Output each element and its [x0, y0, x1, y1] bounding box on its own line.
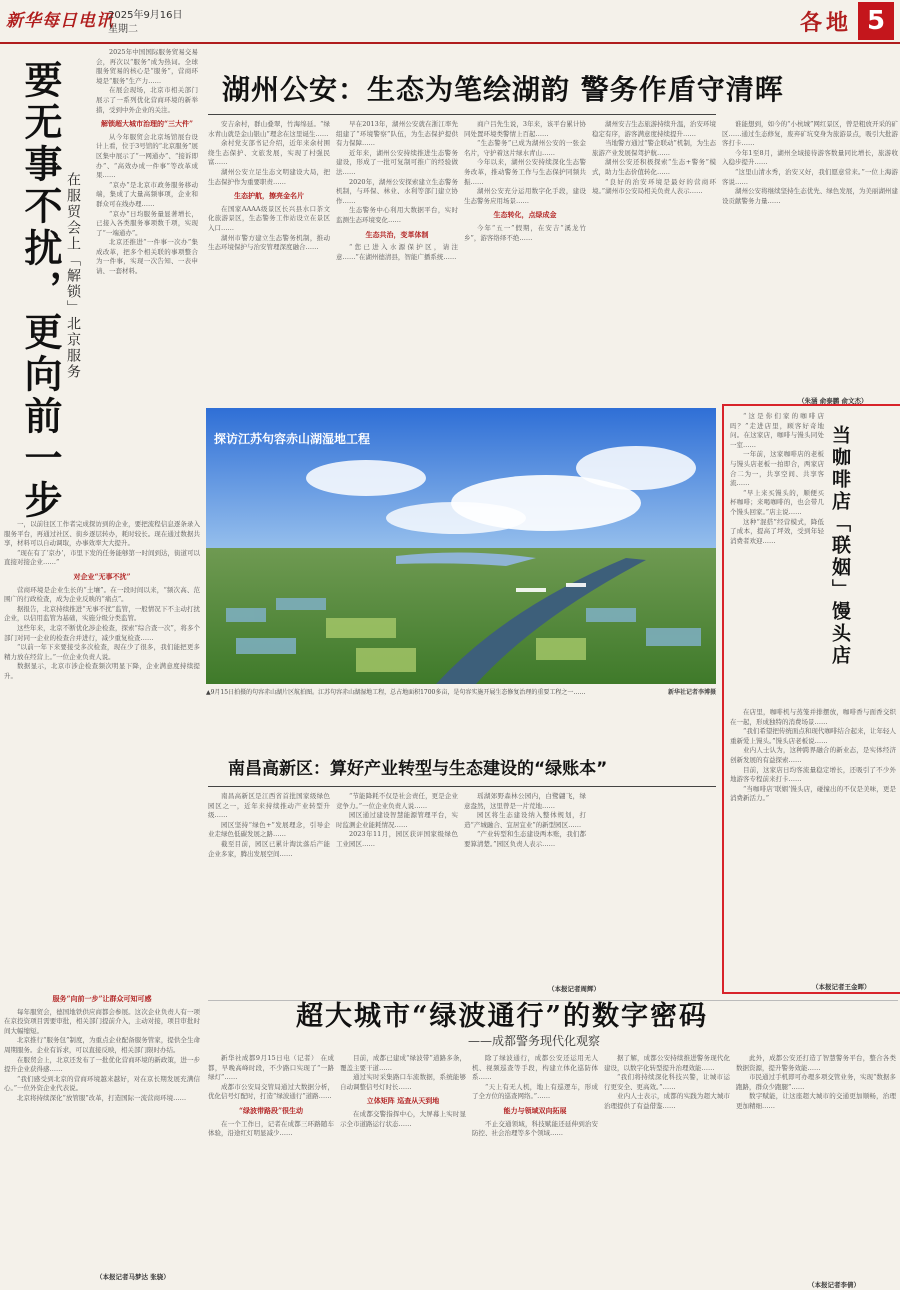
photo-caption [206, 688, 716, 697]
boxed-article-body-bottom: 在店里，咖啡机与蒸笼并排摆放，咖啡香与面香交织在一起，形成独特的消费场景…… “我们希望把传统面点和现代咖啡结合起来，让年轻人重新爱上馒头。”馒头店老板说…… 业内人士认为，这种跨界融合的新业态，是实体经济创新发展的有益探索…… 目前，这家店日均客流量稳定增长，还吸引了不少外地游客专程前来打卡…… “当咖啡店‘联姻’馒头店，碰撞出的不仅是美味，更是消费新活力。” [730, 708, 896, 803]
issue-date: 2025年9月16日 [108, 10, 183, 21]
boxed-article-title: 当咖啡店「联姻」馒头店 [829, 425, 851, 667]
article3-body-col4: 据了解，成都公安持续推进警务现代化建设，以数字化转型提升治理效能…… “我们将持续深化科技兴警，让城市运行更安全、更高效。”…… 业内人士表示，成都的实践为超大城市治理提供了有益借鉴…… [604, 1054, 730, 1110]
left-article-subtitle: 在服贸会上「解锁」北京服务 [65, 172, 81, 380]
article1-headline: 湖州公安：生态为笔绘湖韵 警务作盾守清晖 [222, 73, 784, 106]
page-number-badge: 5 [858, 2, 894, 40]
photo-credit: 新华社记者李博摄 [667, 689, 716, 696]
article3-subhead-3: 能力与领域双向拓展 [503, 1105, 567, 1115]
left-article-body-bottom: 服务“向前一步”让群众可知可感 每年服贸会，德国地铁供应商都会参展。这次企业负责人有一项在京投资项目需要审批，相关部门提前介入，主动对接，项目审批时间大幅缩短。 北京推行“服务包”制度，为重点企业配备服务管家，提供全生命周期服务。企业有诉求，可以直接反映，相关部门限时办结。 在服贸会上，北京还发布了一批优化营商环境的新政策，进一步提升企业获得感…… “我们感受到北京的营商环境越来越好，对在京长期发展充满信心。”一位外资企业代表说。 北京将持续深化“放管服”改革，打造国际一流营商环境…… [4, 994, 200, 1102]
article2-body-col3: 瑶湖郊野森林公园内，白鹭翩飞，绿意盎然，这里曾是一片荒地…… 园区将生态建设纳入整体规划，打造“产城融合、宜居宜业”的新型园区…… “产业转型和生态建设两本账，我们都要算清楚。”园区负责人表示…… [464, 792, 586, 848]
left-subhead-3: 服务“向前一步”让群众可知可感 [52, 994, 152, 1003]
article2-body-col2: “节能降耗不仅是社会责任，更是企业竞争力。”一位企业负责人说…… 园区通过建设智慧能源管理平台，实时监测企业能耗情况…… 2023年11月，园区获评国家级绿色工业园区…… [336, 792, 458, 848]
article1-body-col5: 谁能想到，如今的“小杭城”网红景区，曾是粗放开采的矿区……通过生态修复，废弃矿坑变身为旅游景点，吸引大批游客打卡…… 今年1至8月，湖州全域接待游客数量同比增长，旅游收入稳步提升…… “这里山清水秀，治安又好，我们愿意常来。”一位上海游客说…… 湖州公安将继续坚持生态优先、绿色发展，为美丽湖州建设贡献警务力量…… [722, 120, 898, 205]
article3-subtitle: ——成都警务现代化观察 [468, 1034, 601, 1048]
article3-body-col2: 目前，成都已建成“绿波带”道路多条，覆盖主要干道…… 通过实时采集路口车流数据，系统能够自动调整信号灯时长…… 立体矩阵 巡查从天到地 在成都交警指挥中心，大屏幕上实时显示全市道路运行状态…… [340, 1054, 466, 1128]
left-subhead-1: 解锁超大城市治理的“三大件” [100, 119, 194, 129]
article3-subhead-2: 立体矩阵 巡查从天到地 [366, 1096, 440, 1106]
issue-weekday: 星期二 [108, 24, 138, 35]
newspaper-logo: 新华每日电讯 [6, 11, 114, 31]
article3-headline: 超大城市“绿波通行”的数字密码 [296, 1001, 709, 1032]
article1-credit: （朱涵 俞泰鹏 俞文杰） [798, 397, 868, 405]
article1-rule [208, 114, 716, 115]
article1-subhead-3: 生态转化，点绿成金 [493, 210, 557, 220]
article1-subhead-1: 生态护航，擦亮金名片 [234, 191, 304, 201]
wetland-aerial-image [206, 408, 716, 684]
article3-body-col5: 此外，成都公安还打造了智慧警务平台，整合各类数据资源，提升警务效能…… 市民通过手机即可办理多项交管业务，实现“数据多跑路，群众少跑腿”…… 数字赋能，让这座超大城市的交通更加顺畅，治理更加精细…… [736, 1054, 896, 1110]
article2-headline: 南昌高新区：算好产业转型与生态建设的“绿账本” [228, 759, 608, 779]
masthead [0, 0, 900, 44]
article1-body-col4: 湖州安吉生态旅游持续升温，治安环境稳定有序，游客满意度持续提升…… 当地警方通过“警企联动”机制，为生态旅游产业发展保驾护航…… 湖州公安还积极探索“生态+警务”模式，助力生态价值转化…… “良好的治安环境是最好的营商环境。”湖州市公安局相关负责人表示…… [592, 120, 716, 196]
article3-subhead-1: “绿波带路段”很生动 [238, 1105, 304, 1115]
section-name: 各地 [799, 10, 852, 36]
article3-body-col1: 新华社成都9月15日电（记者） 在成都，早晚高峰时段，不少路口实现了“一路绿灯”…… 成都市公安局交管局通过大数据分析，优化信号灯配时，打造“绿波通行”道路…… “绿波带路段”很生动 在一个工作日，记者在成都三环路随车体验，沿途红灯明显减少…… [208, 1054, 334, 1138]
article1-body-col3: 商户吕先生说，3年来，该平台累计协同处置环境类警情上百起…… “生态警务”已成为湖州公安的一张金名片，守护着这片绿水青山…… 今年以来，湖州公安持续深化生态警务改革，推动警务工作与生态保护同频共振…… 湖州公安充分运用数字化手段，建设生态警务应用场景…… 生态转化，点绿成金 今年“五一”假期，在安吉“溪龙竹乡”，游客络绎不绝…… [464, 120, 586, 242]
aerial-photo [206, 408, 716, 684]
article1-body-col1: 安吉余村，群山叠翠，竹海绵延。“绿水青山就是金山银山”理念在这里诞生…… 余村党支部书记介绍，近年来余村围绕生态保护、文旅发展，实现了村强民富…… 湖州公安立足生态文明建设大局，把生态保护作为重要职责…… 生态护航，擦亮金名片 在国家AAAA级景区长兴县水口茶文化旅游景区，生态警务工作站设立在景区入口…… 湖州市警方建立生态警务机制，推动生态环境保护与治安管理深度融合…… [208, 120, 330, 252]
left-article-credit: （本报记者马梦达 张骁） [96, 1273, 170, 1281]
photo-caption-text: ▲9月15日拍摄的句容赤山湖片区航拍图。江苏句容赤山湖湿地工程，总占地面积1700多亩，是句容实施开展生态修复治理的重要工程之一…… [206, 689, 586, 696]
article3-credit: （本报记者李倩） [808, 1281, 860, 1289]
photo-title-tag: 探访江苏句容赤山湖湿地工程 [214, 432, 371, 446]
left-article-body-top: 2025年中国国际服务贸易交易会，再次以“服务”成为热词。全球服务贸易的核心是“服务”，营商环境是“服务”生产力…… 在展会现场，北京市相关部门展示了一系列优化营商环境的新举措，受到中外企业的关注。 解锁超大城市治理的“三大件” 从今年服贸会北京场馆展台设计上看，位于3号馆的“北京服务”展区集中展示了“一网通办”、“接诉即办”、“高效办成一件事”等改革成果…… “京办”是北京市政务服务移动端，集成了大量高频事项，企业和群众可在线办理…… “京办”日均服务量显著增长，已接入各类服务事项数千项，实现了“一端通办”。 北京还推进“一件事一次办”集成改革，把多个相关联的事项整合为一件事，实现一次告知、一表申请、一套材料。 [96, 48, 198, 276]
left-subhead-2: 对企业“无事不扰” [73, 571, 131, 581]
boxed-article-body-top: “这是你们家的咖啡店吗？”走进店里，顾客好奇地问。在这家店，咖啡与馒头同处一室…… 一年前，这家咖啡店的老板与馒头店老板一拍即合，两家店合二为一，共享空间、共享客流…… “早上来买馒头的，顺便买杯咖啡；来喝咖啡的，也会带几个馒头回家。”店主说…… 这种“混搭”经营模式，降低了成本，提高了坪效，受到年轻消费者欢迎…… [730, 412, 824, 545]
article1-body-col2: 早在2013年，湖州公安就在浙江率先组建了“环境警察”队伍，为生态保护提供有力保障…… 近年来，湖州公安持续推进生态警务建设，形成了一批可复制可推广的经验做法…… 2020年，湖州公安探索建立生态警务机制，与环保、林业、水利等部门建立协作…… 生态警务中心利用大数据平台，实时监测生态环境变化…… 生态共治，变革体制 “您已进入水源保护区，请注意……”在湖州德清县，智能广播系统…… [336, 120, 458, 261]
boxed-article-credit: （本报记者王金晖） [812, 983, 871, 991]
article2-credit: （本报记者周辉） [548, 985, 600, 993]
article1-subhead-2: 生态共治，变革体制 [365, 229, 429, 239]
article2-body-col1: 南昌高新区是江西省首批国家级绿色园区之一，近年来持续推动产业转型升级…… 园区坚持“绿色+”发展理念，引导企业走绿色低碳发展之路…… 截至目前，园区已累计淘汰落后产能企业多家，腾出发展空间…… [208, 792, 330, 858]
article3-body-col3: 除了绿波通行，成都公安还运用无人机、视频巡查等手段，构建立体化巡防体系…… “天上有无人机，地上有巡逻车，形成了全方位的巡查网络。”…… 能力与领域双向拓展 不止交通领域，科技赋能还延伸到治安防控、社会治理等多个领域…… [472, 1054, 598, 1138]
left-article-body-middle: 一，以前往区工作者完成探访到的企业，要把流程信息逐条录入服务平台，再通过社区、街乡逐层转办，耗时较长。现在通过数据共享，材料可以自动调取，办事效率大大提升。 “现在有了‘京办’，市里下发的任务能够第一时间到达，街道可以直接对接企业……” 对企业“无事不扰” 营商环境是企业生长的“土壤”。在一段时间以来，“频次高、范围广的行政检查，成为企业反映的“痛点”。 据报告，北京持续推进“无事不扰”监管，一般情况下不主动打扰企业，以信用监管为基础，实施分级分类监管。 这些年来，北京不断优化涉企检查，探索“综合查一次”，将多个部门对同一企业的检查合并进行，减少重复检查…… “以前一年下来要接受多次检查，现在少了很多，我们能把更多精力放在经营上。”一位企业负责人说。 数据显示，北京市涉企检查频次明显下降，企业满意度持续提升。 [4, 520, 200, 680]
left-article-title: 要无事不扰，更向前一步 [18, 60, 63, 522]
article2-rule [208, 786, 716, 787]
